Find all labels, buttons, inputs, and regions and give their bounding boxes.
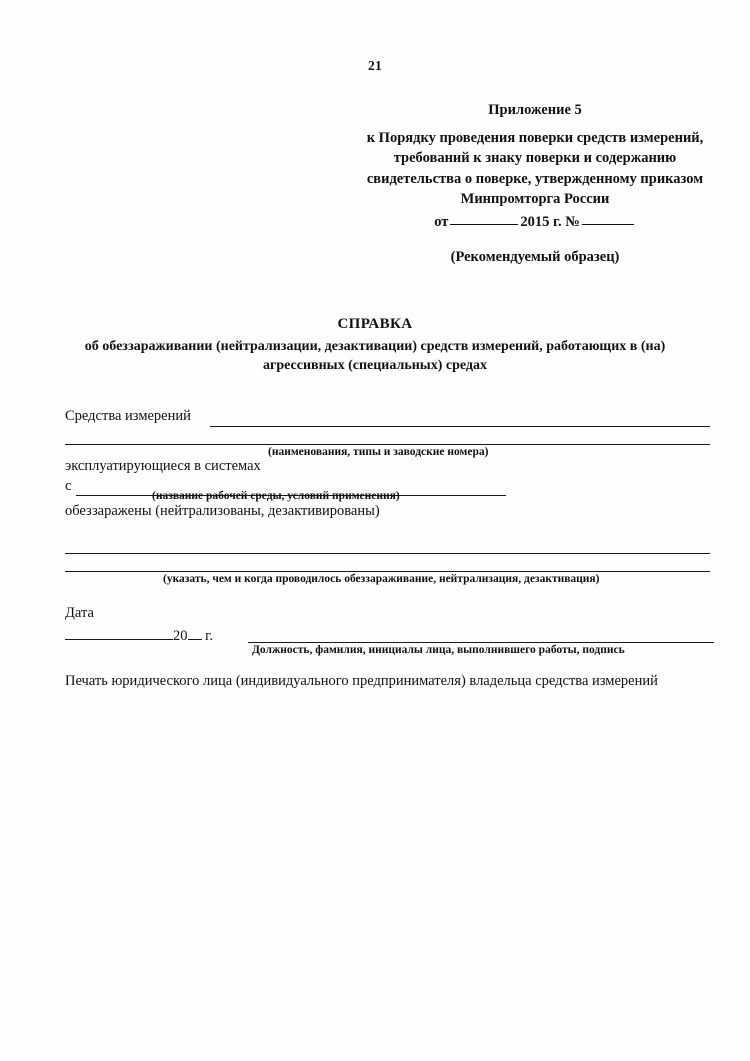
order-date-blank[interactable] bbox=[450, 211, 518, 226]
date-value-row bbox=[65, 626, 213, 645]
document-subtitle-line-1: об обеззараживании (нейтрализации, дезактивации) средств измерений, работающих в (на) bbox=[84, 339, 666, 354]
appendix-title: Приложение 5 bbox=[488, 102, 582, 118]
order-number-blank[interactable] bbox=[582, 211, 634, 226]
order-year-label: 2015 г. bbox=[520, 213, 562, 230]
method-caption: (указать, чем и когда проводилось обеззараживание, нейтрализация, дезактивация) bbox=[163, 573, 600, 585]
environment-caption: (название рабочей среды, условий применения) bbox=[152, 490, 400, 502]
date-label: Дата bbox=[65, 605, 94, 621]
date-year-suffix: г. bbox=[205, 628, 214, 645]
instruments-blank-line-2[interactable] bbox=[65, 444, 710, 445]
method-blank-line-1[interactable] bbox=[65, 553, 710, 554]
document-subtitle bbox=[40, 337, 710, 375]
order-number-sign: № bbox=[565, 213, 580, 230]
method-blank-line-2[interactable] bbox=[65, 571, 710, 572]
signature-caption: Должность, фамилия, инициалы лица, выполнившего работы, подпись bbox=[252, 644, 625, 656]
signature-blank-line[interactable] bbox=[248, 642, 714, 643]
operated-in-label: эксплуатирующиеся в системах bbox=[65, 458, 261, 474]
instruments-label: Средства измерений bbox=[65, 408, 191, 424]
date-year-prefix: 20 bbox=[173, 628, 188, 645]
instruments-blank-line-1[interactable] bbox=[210, 426, 710, 427]
order-date-number-line bbox=[355, 211, 715, 232]
date-day-month-blank[interactable] bbox=[65, 626, 173, 640]
order-prefix-label: от bbox=[434, 213, 449, 230]
environment-prefix-label: с bbox=[65, 478, 72, 494]
recommended-sample-note: (Рекомендуемый образец) bbox=[450, 249, 620, 265]
seal-note: Печать юридического лица (индивидуального предпринимателя) владельца средства измерений bbox=[65, 673, 658, 689]
appendix-reference-line-1: к Порядку проведения поверки средств измерений, bbox=[366, 129, 704, 146]
decontaminated-label: обеззаражены (нейтрализованы, дезактивированы) bbox=[65, 503, 380, 519]
appendix-block bbox=[355, 100, 715, 232]
document-title: СПРАВКА bbox=[337, 316, 413, 332]
page-number: 21 bbox=[368, 58, 382, 73]
appendix-reference-line-3: свидетельства о поверке, утвержденному приказом bbox=[366, 170, 704, 187]
appendix-reference-line-2: требований к знаку поверки и содержанию bbox=[393, 150, 677, 166]
instruments-caption: (наименования, типы и заводские номера) bbox=[268, 446, 489, 458]
date-year-blank[interactable] bbox=[188, 626, 202, 640]
appendix-reference-line-4: Минпромторга России bbox=[460, 191, 610, 207]
document-subtitle-line-2: агрессивных (специальных) средах bbox=[262, 358, 488, 373]
